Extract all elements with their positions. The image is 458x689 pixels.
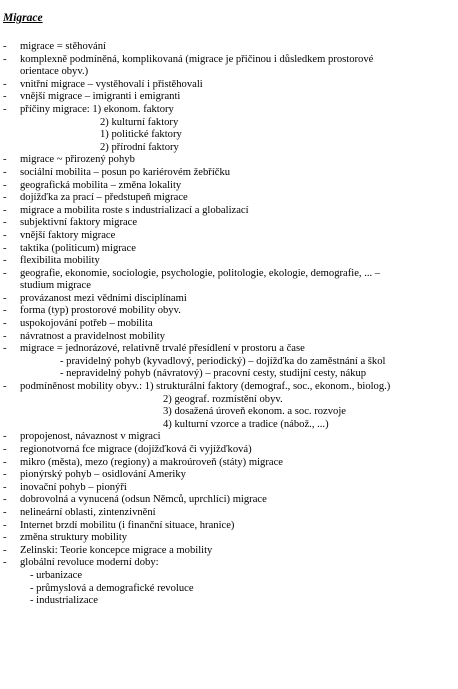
bullet-dash: - [3, 544, 7, 556]
list-item [0, 368, 458, 381]
list-item-text: vnitřní migrace – vystěhovalí i přistěhovali [20, 78, 203, 90]
bullet-dash: - [3, 91, 7, 103]
list-item [0, 356, 458, 369]
bullet-dash: - [3, 532, 7, 544]
list-item [0, 343, 458, 356]
bullet-dash: - [3, 381, 7, 393]
list-item [0, 268, 458, 281]
bullet-dash: - [3, 154, 7, 166]
list-item-text: - urbanizace [30, 569, 83, 581]
list-item-text: 2) geograf. rozmístění obyv. [163, 393, 283, 405]
list-item [0, 305, 458, 318]
list-item [0, 406, 458, 419]
bullet-dash: - [3, 204, 7, 216]
bullet-dash: - [3, 179, 7, 191]
list-item [0, 507, 458, 520]
list-item [0, 381, 458, 394]
list-item [0, 520, 458, 533]
list-item [0, 293, 458, 306]
bullet-dash: - [3, 506, 7, 518]
list-item [0, 91, 458, 104]
bullet-dash: - [3, 78, 7, 90]
list-item [0, 217, 458, 230]
list-item-text: podmíněnost mobility obyv.: 1) strukturální faktory (demograf., soc., ekonom., biolog.) [20, 381, 391, 393]
list-item [0, 180, 458, 193]
bullet-dash: - [3, 557, 7, 569]
list-item-text: globální revoluce moderní doby: [20, 557, 159, 569]
list-item [0, 318, 458, 331]
list-item [0, 167, 458, 180]
list-item-text: sociální mobilita – posun po kariérovém žebříčku [20, 166, 231, 178]
list-item [0, 192, 458, 205]
list-item-text: dojížďka za prací – předstupeň migrace [20, 192, 188, 204]
bullet-dash: - [3, 41, 7, 52]
list-item-text: 3) dosažená úroveň ekonom. a soc. rozvoje [163, 406, 346, 418]
list-item-text: příčiny migrace: 1) ekonom. faktory [20, 103, 174, 115]
list-item-text: - průmyslová a demografické revoluce [30, 582, 194, 594]
bullet-dash: - [3, 318, 7, 330]
list-item-text: 2) přírodní faktory [100, 141, 179, 153]
bullet-list [0, 41, 458, 608]
bullet-dash: - [3, 305, 7, 317]
list-item-text: flexibilita mobility [20, 255, 100, 267]
list-item [0, 595, 458, 608]
list-item-text: vnější faktory migrace [20, 229, 116, 241]
list-item [0, 482, 458, 495]
bullet-dash: - [3, 343, 7, 355]
list-item [0, 557, 458, 570]
list-item-text: Internet brzdí mobilitu (i finanční situace, hranice) [20, 519, 235, 531]
bullet-dash: - [3, 444, 7, 455]
list-item-text: Zelinski: Teorie koncepce migrace a mobility [20, 544, 213, 556]
list-item [0, 532, 458, 545]
list-item-text: mikro (města), mezo (regiony) a makroúroveň (státy) migrace [20, 456, 283, 468]
bullet-dash: - [3, 519, 7, 531]
list-item [0, 545, 458, 558]
list-item-text: regionotvorná fce migrace (dojížďková či vyjížďková) [20, 444, 252, 455]
list-item [0, 54, 458, 67]
bullet-dash: - [3, 330, 7, 342]
list-item-text: orientace obyv.) [20, 66, 89, 78]
list-item-text: pionýrský pohyb – osidlování Ameriky [20, 469, 186, 481]
list-item-text: - industrializace [30, 595, 98, 607]
list-item-text: migrace ~ přirozený pohyb [20, 154, 135, 166]
list-item [0, 205, 458, 218]
bullet-dash: - [3, 192, 7, 204]
bullet-dash: - [3, 456, 7, 468]
list-item-text: inovační pohyb – pionýři [20, 481, 127, 493]
list-item-text: provázanost mezi vědními disciplínami [20, 292, 187, 304]
bullet-dash: - [3, 267, 7, 279]
list-item-text: vnější migrace – imigranti i emigranti [20, 91, 181, 103]
bullet-dash: - [3, 255, 7, 267]
bullet-dash: - [3, 229, 7, 241]
list-item-text: studium migrace [20, 280, 91, 292]
bullet-dash: - [3, 494, 7, 506]
list-item [0, 230, 458, 243]
list-item-text: dobrovolná a vynucená (odsun Němců, uprchlíci) migrace [20, 494, 267, 506]
list-item [0, 255, 458, 268]
list-item [0, 444, 458, 457]
list-item-text: 4) kulturní vzorce a tradice (nábož., ...) [163, 418, 329, 430]
bullet-dash: - [3, 469, 7, 481]
list-item [0, 142, 458, 155]
list-item-text: 1) politické faktory [100, 129, 182, 141]
list-item [0, 394, 458, 407]
list-item-text: 2) kulturní faktory [100, 116, 179, 128]
list-item [0, 79, 458, 92]
list-item [0, 457, 458, 470]
list-item [0, 104, 458, 117]
list-item-text: subjektivní faktory migrace [20, 217, 138, 229]
list-item [0, 117, 458, 130]
list-item [0, 154, 458, 167]
list-item [0, 41, 458, 54]
list-item [0, 331, 458, 344]
list-item [0, 419, 458, 432]
list-item-text: migrace = jednorázové, relativně trvalé přesídlení v prostoru a čase [20, 343, 305, 355]
list-item [0, 570, 458, 583]
bullet-dash: - [3, 431, 7, 443]
list-item-text: - nepravidelný pohyb (návratový) – pracovní cesty, studijní cesty, nákup [60, 368, 367, 380]
bullet-dash: - [3, 292, 7, 304]
bullet-dash: - [3, 242, 7, 254]
list-item [0, 129, 458, 142]
list-item-text: nelineární oblasti, zintenzivnění [20, 506, 156, 518]
list-item-text: geografická mobilita – změna lokality [20, 179, 182, 191]
list-item [0, 243, 458, 256]
list-item [0, 494, 458, 507]
bullet-dash: - [3, 166, 7, 178]
list-item-text: taktika (politicum) migrace [20, 242, 136, 254]
list-item-text: migrace a mobilita roste s industrializací a globalizací [20, 204, 249, 216]
list-item-text: geografie, ekonomie, sociologie, psychologie, politologie, ekologie, demografie, ... – [20, 267, 381, 279]
list-item-text: návratnost a pravidelnost mobility [20, 330, 166, 342]
list-item-text: propojenost, návaznost v migraci [20, 431, 161, 443]
list-item-text: uspokojování potřeb – mobilita [20, 318, 153, 330]
bullet-dash: - [3, 103, 7, 115]
bullet-dash: - [3, 481, 7, 493]
bullet-dash: - [3, 217, 7, 229]
list-item-text: změna struktury mobility [20, 532, 128, 544]
list-item [0, 469, 458, 482]
list-item [0, 66, 458, 79]
list-item [0, 280, 458, 293]
bullet-dash: - [3, 53, 7, 65]
list-item [0, 583, 458, 596]
list-item [0, 431, 458, 444]
list-item-text: migrace = stěhování [20, 41, 106, 52]
list-item-text: - pravidelný pohyb (kyvadlový, periodický) – dojížďka do zaměstnání a škol [60, 355, 386, 367]
list-item-text: forma (typ) prostorové mobility obyv. [20, 305, 181, 317]
document-title: Migrace [3, 12, 43, 24]
list-item-text: komplexně podmíněná, komplikovaná (migrace je přičinou i důsledkem prostorové [20, 53, 374, 65]
